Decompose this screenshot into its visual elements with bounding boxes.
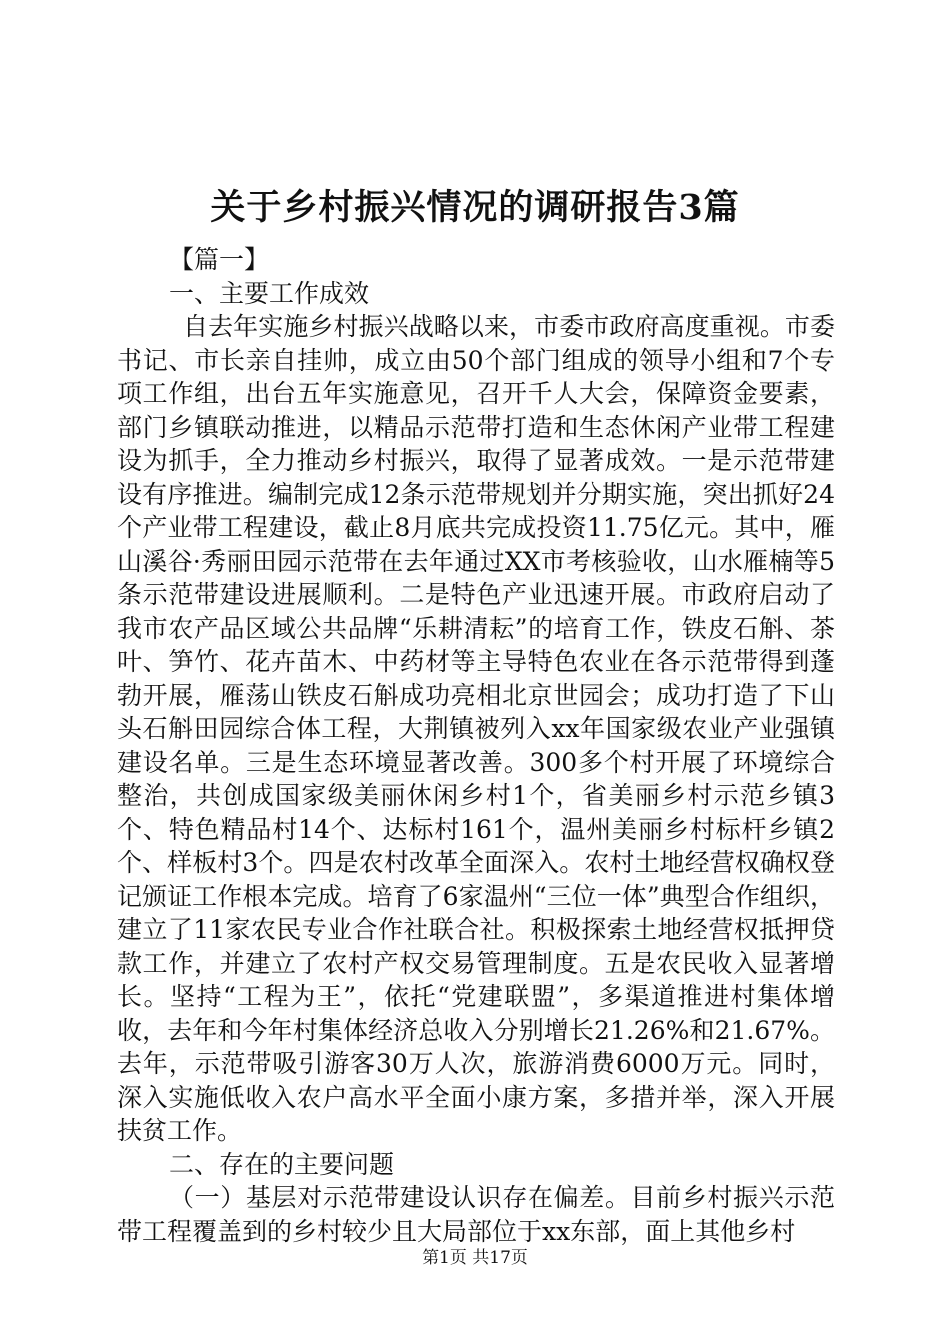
section-paragraph-2: （一）基层对示范带建设认识存在偏差。目前乡村振兴示范带工程覆盖到的乡村较少且大局部位于xx东部，面上其他乡村 (117, 1183, 835, 1246)
section-heading-1: 一、主要工作成效 (169, 278, 370, 308)
document-body (117, 243, 835, 1248)
section-heading-2: 二、存在的主要问题 (169, 1149, 395, 1179)
chapter-label: 【篇一】 (169, 245, 270, 274)
page-footer: 第1页 共17页 (422, 1248, 528, 1268)
document-title: 关于乡村振兴情况的调研报告3篇 (210, 187, 740, 228)
section-paragraph-1: 自去年实施乡村振兴战略以来，市委市政府高度重视。市委书记、市长亲自挂帅，成立由50个部门组成的领导小组和7个专项工作组，出台五年实施意见，召开千人大会，保障资金要素，部门乡镇联动推进，以精品示范带打造和生态休闲产业带工程建设为抓手，全力推动乡村振兴，取得了显著成效。一是示范带建设有序推进。编制完成12条示范带规划并分期实施，突出抓好24个产业带工程建设，截止8月底共完成投资11.75亿元。其中，雁山溪谷·秀丽田园示范带在去年通过XX市考核验收，山水雁楠等5条示范带建设进展顺利。二是特色产业迅速开展。市政府启动了我市农产品区域公共品牌“乐耕清耘”的培育工作，铁皮石斛、茶叶、笋竹、花卉苗木、中药材等主导特色农业在各示范带得到蓬勃开展，雁荡山铁皮石斛成功亮相北京世园会；成功打造了下山头石斛田园综合体工程，大荆镇被列入xx年国家级农业产业强镇建设名单。三是生态环境显著改善。300多个村开展了环境综合整治，共创成国家级美丽休闲乡村1个，省美丽乡村示范乡镇3个、特色精品村14个、达标村161个，温州美丽乡村标杆乡镇2个、样板村3个。四是农村改革全面深入。农村土地经营权确权登记颁证工作根本完成。培育了6家温州“三位一体”典型合作组织，建立了11家农民专业合作社联合社。积极探索土地经营权抵押贷款工作，并建立了农村产权交易管理制度。五是农民收入显著增长。坚持“工程为王”，依托“党建联盟”，多渠道推进村集体增收，去年和今年村集体经济总收入分别增长21.26%和21.67%。去年，示范带吸引游客30万人次，旅游消费6000万元。同时，深入实施低收入农户高水平全面小康方案，多措并举，深入开展扶贫工作。 (117, 312, 835, 1145)
